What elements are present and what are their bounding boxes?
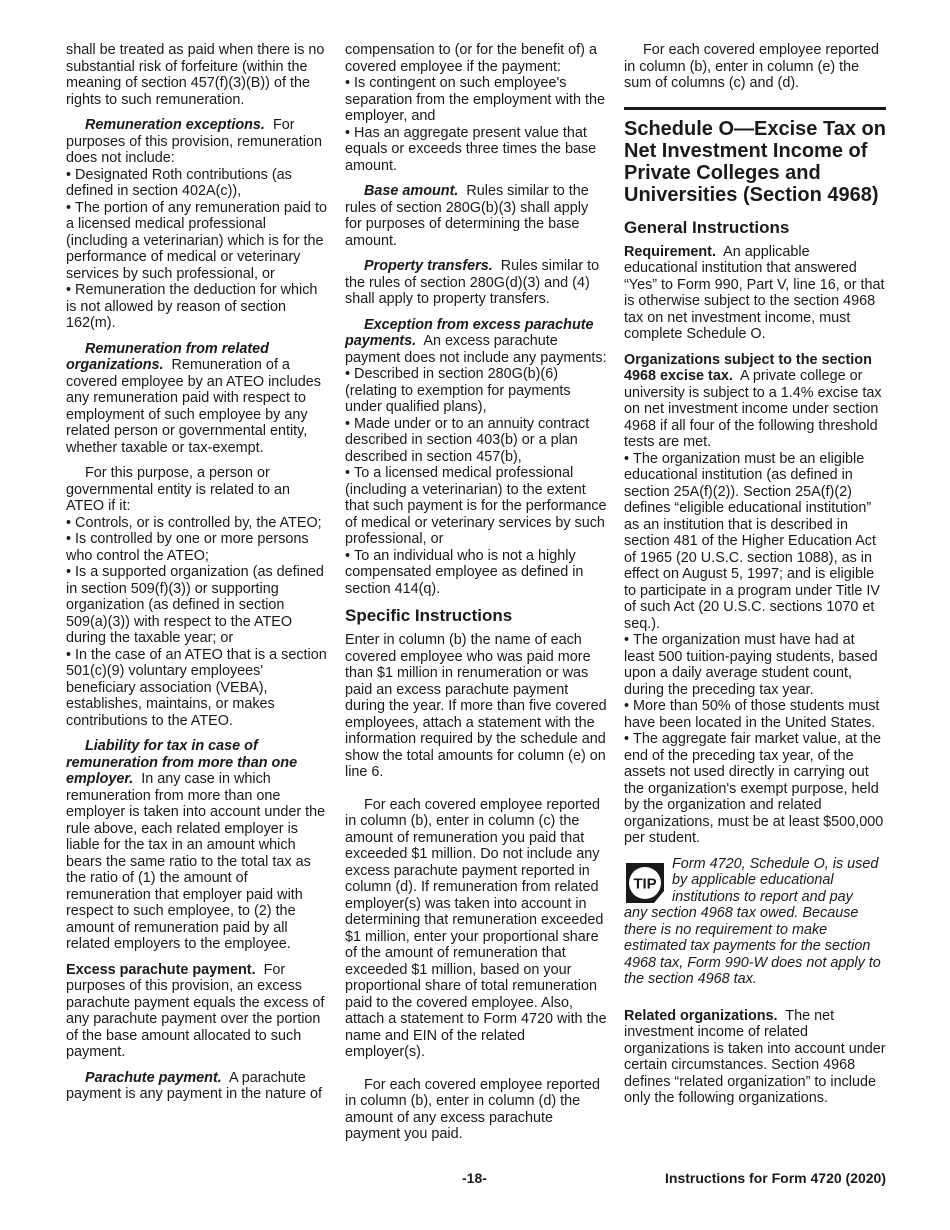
list-item: • The portion of any remuneration paid to a licensed medical professional (including a veterinarian) which is for the performance of medical or veterinary services by such professional, or [66, 200, 328, 283]
list-item: • Remuneration the deduction for which is not allowed by reason of section 162(m). [66, 282, 328, 332]
form-reference: Instructions for Form 4720 (2020) [665, 1170, 886, 1186]
paragraph-text: Rules similar to the rules of section 280G(b)(3) shall apply for purposes of determining the base amount. [345, 183, 589, 249]
list-item: • Made under or to an annuity contract described in section 403(b) or a plan described in section 457(b), [345, 416, 607, 466]
organizations-subject-para [624, 352, 886, 451]
list-item: • Has an aggregate present value that equals or exceeds three times the base amount. [345, 125, 607, 175]
run-in-heading: Base amount. [364, 183, 459, 199]
exception-para [345, 317, 607, 367]
paragraph: shall be treated as paid when there is no substantial risk of forfeiture (within the meaning of section 457(f)(3)(B)) of the rights to such remuneration. [66, 42, 325, 108]
tip-icon [624, 861, 666, 905]
list-item: • The organization must have had at least 500 tuition-paying students, based upon a daily average student count, during the preceding tax year. [624, 632, 886, 698]
excess-parachute-para [66, 962, 328, 1061]
section-divider [624, 107, 886, 110]
run-in-heading: Related organizations. [624, 1007, 778, 1024]
run-in-heading: Requirement. [624, 243, 716, 260]
paragraph-text: A parachute payment is any payment in the nature of [66, 1069, 322, 1102]
paragraph-text: Remuneration of a covered employee by an ATEO includes any remuneration paid with respect to employment of such employee by any related person or governmental entity, whether taxable or tax-exempt. [66, 357, 321, 456]
run-in-heading: Parachute payment. [85, 1069, 222, 1086]
list-item: • The organization must be an eligible educational institution (as defined in section 25A(f)(2)). Section 25A(f)(2) defines “eligible educational institution” as an institution that is described in section 481 of the Higher Education Act of 1965 (20 U.S.C. section 1088), as in effect on August 5, 1997; and is eligible to participate in a program under Title IV of such Act (20 U.S.C. sections 1070 et seq.). [624, 451, 886, 633]
tip-label: TIP [633, 875, 657, 892]
list-item: • To a licensed medical professional (including a veterinarian) to the extent that such payment is for the performance of medical or veterinary services by such professional, or [345, 465, 607, 548]
run-in-heading: Remuneration exceptions. [85, 117, 265, 133]
list-item: • Described in section 280G(b)(6) (relating to exemption for payments under qualified plans), [345, 366, 607, 416]
related-organizations-para [624, 1008, 886, 1107]
liability-para [66, 738, 328, 953]
paragraph-text: Rules similar to the rules of section 280G(d)(3) and (4) shall apply to property transfers. [345, 258, 600, 307]
column-3 [624, 42, 886, 1116]
list-item: • Is controlled by one or more persons who control the ATEO; [66, 531, 328, 564]
base-amount-para [345, 183, 607, 249]
paragraph-text: An excess parachute payment does not include any payments: [345, 333, 607, 366]
section-heading: Specific Instructions [345, 606, 513, 625]
column-2 [345, 42, 607, 1152]
section-heading: General Instructions [624, 217, 790, 237]
run-in-heading: Exception from excess parachute payments. [345, 316, 594, 349]
run-in-heading: Excess parachute payment. [66, 961, 256, 978]
list-item: • The aggregate fair market value, at the end of the preceding tax year, of the assets not used directly in carrying out the organization's exempt purpose, held by the organization and related organizations, must be at least $500,000 per student. [624, 731, 886, 847]
list-item: • More than 50% of those students must have been located in the United States. [624, 698, 886, 731]
tip-text: any section 4968 tax owed. Because there is no requirement to make estimated tax payments for the section 4968 tax, Form 990-W does not apply to the section 4968 tax. [624, 905, 881, 987]
run-in-heading: Liability for tax in case of remuneration from more than one employer. [66, 738, 298, 787]
run-in-heading: Property transfers. [364, 258, 493, 274]
list-item: • In the case of an ATEO that is a section 501(c)(9) voluntary employees' beneficiary association (VEBA), establishes, maintains, or makes contributions to the ATEO. [66, 647, 328, 730]
remuneration-exceptions-para [66, 117, 328, 167]
paragraph-text: For purposes of this provision, remuneration does not include: [66, 117, 322, 166]
paragraph: For each covered employee reported in column (b), enter in column (c) the amount of remuneration you paid that exceeded $1 million. Do not include any excess parachute payment reported in column (d). If remuneration from related employer(s) was taken into account in determining that remuneration exceeded $1 million, enter your proportional share of the amount of remuneration that exceeded $1 million, based on your proportional share of total remuneration paid to the covered employee. Also, attach a statement to Form 4720 with the name and EIN of the related employer(s). [345, 796, 607, 1060]
paragraph-text: A private college or university is subject to a 1.4% excise tax on net investment income under section 4968 if all four of the following threshold tests are met. [624, 368, 882, 450]
paragraph: For this purpose, a person or governmental entity is related to an ATEO if it: [66, 465, 290, 514]
paragraph: For each covered employee reported in column (b), enter in column (d) the amount of any excess parachute payment you paid. [345, 1076, 600, 1142]
property-transfers-para [345, 258, 607, 308]
paragraph-text: The net investment income of related organizations is taken into account under certain circumstances. Section 4968 defines “related organization” to include only the following organizations. [624, 1007, 886, 1106]
tip-text-start: Form 4720, Schedule O, is used by applicable educational institutions to report and pay [672, 855, 879, 905]
paragraph: compensation to (or for the benefit of) a covered employee if the payment: [345, 42, 597, 75]
page-number: -18- [462, 1170, 487, 1186]
list-item: • Is contingent on such employee's separation from the employment with the employer, and [345, 75, 607, 125]
paragraph-text: In any case in which remuneration from more than one employer is taken into account under the rule above, each related employer is liable for the tax in an amount which bears the same ratio to the total tax as the ratio of (1) the amount of remuneration that employer paid with respect to such employee, to (2) the amount of remuneration paid by all related employers to the employee. [66, 771, 326, 952]
remuneration-related-para [66, 341, 328, 457]
paragraph-text: For purposes of this provision, an excess parachute payment equals the excess of any parachute payment over the portion of the base amount allocated to such payment. [66, 961, 325, 1060]
requirement-para [624, 244, 886, 343]
schedule-title: Schedule O—Excise Tax on Net Investment Income of Private Colleges and Universities (Section 4968) [624, 117, 886, 206]
run-in-heading: Organizations subject to the section 4968 excise tax. [624, 351, 872, 384]
list-item: • To an individual who is not a highly compensated employee as defined in section 414(q). [345, 548, 607, 598]
list-item: • Controls, or is controlled by, the ATEO; [66, 515, 328, 532]
list-item: • Designated Roth contributions (as defined in section 402A(c)), [66, 167, 328, 200]
paragraph: Enter in column (b) the name of each covered employee who was paid more than $1 million in renumeration or was paid an excess parachute payment during the year. If more than five covered employees, attach a statement with the information required by the schedule and show the total amounts for column (e) on line 6. [345, 632, 607, 780]
run-in-heading: Remuneration from related organizations. [66, 340, 269, 373]
parachute-payment-para [66, 1070, 328, 1103]
column-1 [66, 42, 328, 1112]
tip-box [624, 856, 886, 988]
list-item: • Is a supported organization (as defined in section 509(f)(3)) or supporting organization (as defined in section 509(a)(3)) with respect to the ATEO during the taxable year; or [66, 564, 328, 647]
paragraph: For each covered employee reported in column (b), enter in column (e) the sum of columns (c) and (d). [624, 42, 879, 91]
paragraph-text: An applicable educational institution that answered “Yes” to Form 990, Part V, line 16, or that is otherwise subject to the section 4968 tax on net investment income, must complete Schedule O. [624, 243, 885, 342]
